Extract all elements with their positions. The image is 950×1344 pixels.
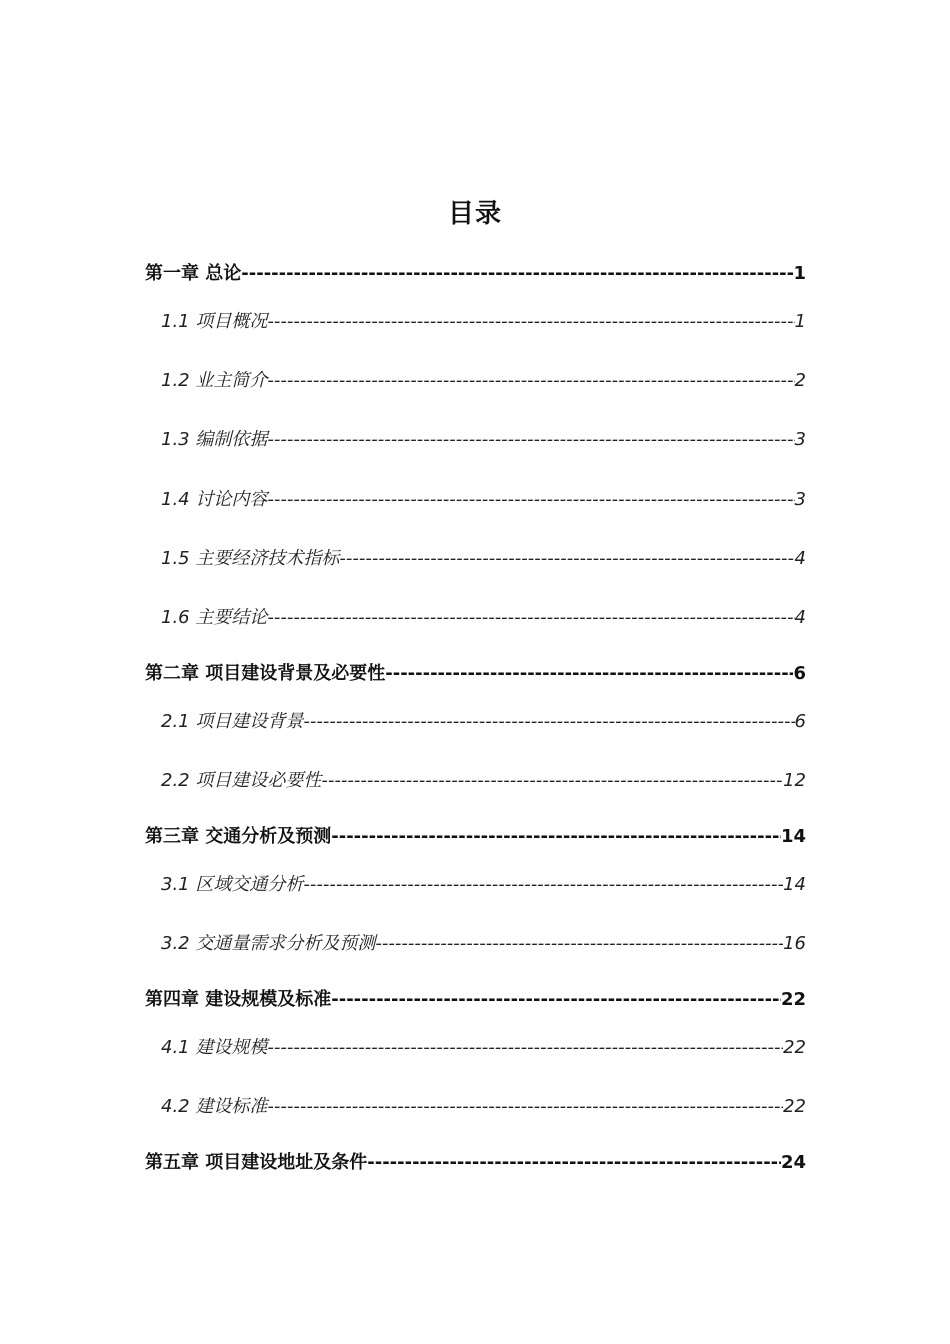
toc-leader-dots [267, 489, 794, 510]
toc-page-number: 4 [794, 548, 806, 569]
toc-page-number: 14 [783, 874, 806, 895]
toc-page-number: 16 [783, 933, 806, 954]
toc-leader-dots [331, 826, 781, 847]
toc-page-number: 22 [783, 1096, 806, 1117]
toc-section-1-4[interactable] [161, 485, 806, 511]
toc-title: 目录 [447, 199, 502, 229]
toc-section-4-1[interactable] [161, 1033, 806, 1059]
toc-leader-dots [267, 607, 794, 628]
toc-section-2-2[interactable] [161, 766, 806, 792]
toc-leader-dots [267, 311, 794, 332]
toc-section-2-1[interactable] [161, 707, 806, 733]
toc-entry-text: 1.3 编制依据 [161, 429, 268, 450]
toc-page-number: 3 [794, 429, 806, 450]
toc-section-4-2[interactable] [161, 1092, 806, 1118]
toc-page-number: 6 [793, 663, 806, 684]
toc-leader-dots [241, 263, 793, 284]
toc-leader-dots [375, 933, 783, 954]
toc-entry-text: 1.4 讨论内容 [161, 489, 268, 510]
toc-chapter-3[interactable] [145, 822, 806, 848]
toc-entry-text: 第五章 项目建设地址及条件 [145, 1152, 368, 1173]
toc-entry-text: 2.2 项目建设必要性 [161, 770, 322, 791]
toc-entry-text: 第一章 总论 [145, 263, 242, 284]
toc-chapter-2[interactable] [145, 659, 806, 685]
toc-entry-text: 1.6 主要结论 [161, 607, 268, 628]
toc-page-number: 1 [794, 311, 806, 332]
toc-entry-text: 4.2 建设标准 [161, 1096, 268, 1117]
toc-leader-dots [339, 548, 794, 569]
toc-leader-dots [267, 370, 794, 391]
toc-section-3-1[interactable] [161, 870, 806, 896]
toc-entry-text: 1.2 业主简介 [161, 370, 268, 391]
toc-entry-text: 3.1 区域交通分析 [161, 874, 304, 895]
toc-section-3-2[interactable] [161, 929, 806, 955]
toc-entry-text: 第三章 交通分析及预测 [145, 826, 332, 847]
toc-page-number: 3 [794, 489, 806, 510]
toc-entry-text: 4.1 建设规模 [161, 1037, 268, 1058]
toc-leader-dots [321, 770, 783, 791]
toc-leader-dots [367, 1152, 781, 1173]
toc-page-number: 24 [780, 1152, 806, 1173]
toc-leader-dots [303, 711, 794, 732]
toc-leader-dots [267, 1037, 783, 1058]
toc-entry-text: 1.5 主要经济技术指标 [161, 548, 340, 569]
toc-page-number: 22 [783, 1037, 806, 1058]
toc-leader-dots [267, 1096, 783, 1117]
toc-section-1-2[interactable] [161, 366, 806, 392]
toc-page-number: 6 [794, 711, 806, 732]
toc-leader-dots [267, 429, 794, 450]
toc-section-1-3[interactable] [161, 425, 806, 451]
toc-page-number: 1 [793, 263, 806, 284]
toc-page-number: 4 [794, 607, 806, 628]
toc-chapter-5[interactable] [145, 1148, 806, 1174]
toc-section-1-5[interactable] [161, 544, 806, 570]
toc-chapter-4[interactable] [145, 985, 806, 1011]
toc-entry-text: 第二章 项目建设背景及必要性 [145, 663, 386, 684]
toc-entry-text: 1.1 项目概况 [161, 311, 268, 332]
toc-page-number: 14 [780, 826, 806, 847]
toc-section-1-1[interactable] [161, 307, 806, 333]
toc-leader-dots [385, 663, 793, 684]
toc-leader-dots [303, 874, 783, 895]
toc-page-number: 22 [780, 989, 806, 1010]
toc-page-number: 12 [783, 770, 806, 791]
toc-section-1-6[interactable] [161, 603, 806, 629]
toc-entry-text: 3.2 交通量需求分析及预测 [161, 933, 376, 954]
toc-chapter-1[interactable] [145, 259, 806, 285]
toc-entry-text: 第四章 建设规模及标准 [145, 989, 332, 1010]
toc-leader-dots [331, 989, 781, 1010]
toc-page-number: 2 [794, 370, 806, 391]
toc-entry-text: 2.1 项目建设背景 [161, 711, 304, 732]
